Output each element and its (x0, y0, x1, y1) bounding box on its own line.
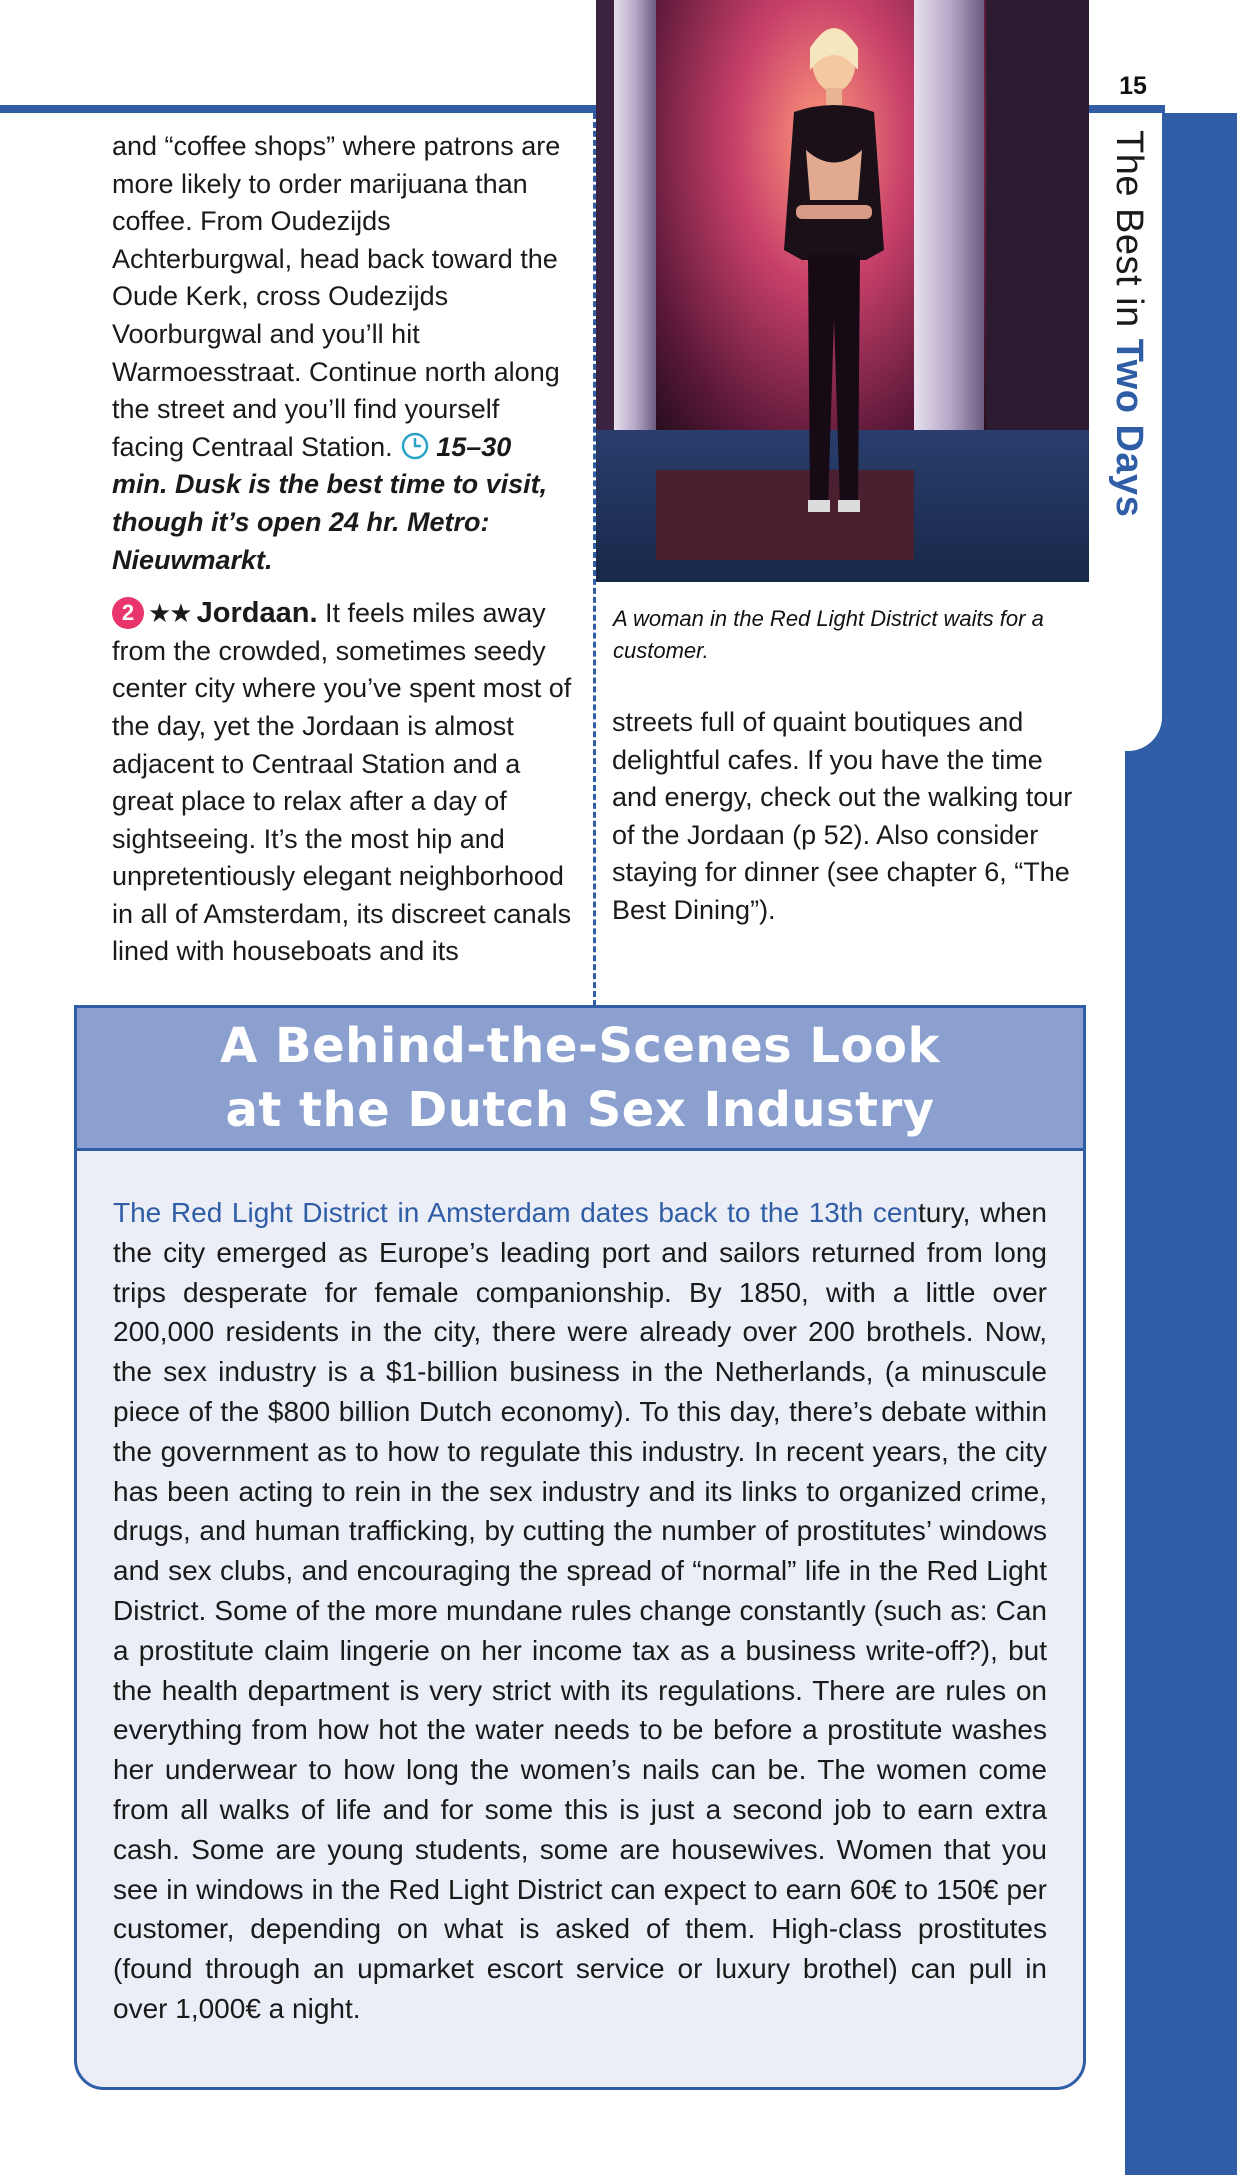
sidebar-box (74, 1005, 1086, 2090)
continuation-paragraph (112, 128, 574, 579)
running-head (1100, 130, 1160, 530)
sidebar-box-header (77, 1008, 1083, 1151)
continuation-text: and “coffee shops” where patrons are more likely to order marijuana than coffee. From Oudezijds Achterburgwal, head back toward the Oude Kerk, cross Oudezijds Voorburgwal and you’ll hit Warmoesstraat. Continue north along the street and you’ll find yourself facing Centraal Station. (112, 131, 561, 462)
running-head-prefix: The Best in (1108, 130, 1150, 339)
page-number: 15 (1119, 72, 1147, 100)
running-head-strong: Two Days (1108, 338, 1150, 518)
visit-info-text: 15–30 min. Dusk is the best time to visit, though it’s open 24 hr. Metro: Nieuwmarkt. (112, 431, 548, 575)
sidebar-box-lead: The Red Light District in Amsterdam dates back to the 13th cen (113, 1197, 919, 1228)
red-light-district-photo (596, 0, 1089, 582)
stop-paragraph (112, 595, 574, 971)
clock-icon (400, 431, 430, 461)
sidebar-box-title-line-1: A Behind-the-Scenes Look (220, 1018, 940, 1074)
left-column (112, 128, 574, 987)
right-column-text: streets full of quaint boutiques and delightful cafes. If you have the time and energy, check out the walking tour of the Jordaan (p 52). Also consider staying for dinner (see chapter 6, “The Best Dining”). (612, 707, 1073, 925)
right-column (612, 704, 1082, 930)
sidebar-box-title-line-2: at the Dutch Sex Industry (225, 1082, 935, 1138)
sidebar-box-text: tury, when the city emerged as Europe’s leading port and sailors returned from long trips desperate for female companionship. By 1850, with a little over 200,000 residents in the city, there were already over 200 brothels. Now, the sex industry is a $1-billion business in the Netherlands, (a minuscule piece of the $800 billion Dutch economy). To this day, there’s debate within the government as to how to regulate this industry. In recent years, the city has been acting to rein in the sex industry and its links to organized crime, drugs, and human trafficking, by cutting the number of prostitutes’ windows and sex clubs, and encouraging the spread of “normal” life in the Red Light District. Some of the more mundane rules change constantly (such as: Can a prostitute claim lingerie on her income tax as a business write-off?), but the health department is very strict with its regulations. There are rules on everything from how hot the water needs to be before a prostitute washes her underwear to how long the women’s nails can be. The women come from all walks of life and for some this is just a second job to earn extra cash. Some are young students, some are housewives. Women that you see in windows in the Red Light District can expect to earn 60€ to 150€ per customer, depending on what is asked of them. High-class prostitutes (found through an upmarket escort service or luxury brothel) can pull in over 1,000€ a night. (113, 1197, 1047, 2024)
stop-name: Jordaan. (196, 597, 318, 630)
stop-number-badge: 2 (112, 597, 144, 629)
stop-text: It feels miles away from the crowded, sometimes seedy center city where you’ve spent most of the day, yet the Jordaan is almost adjacent to Centraal Station and a great place to relax after a day of sightseeing. It’s the most hip and unpretentiously elegant neighborhood in all of Amsterdam, its discreet canals lined with houseboats and its (112, 598, 572, 967)
photo-caption: A woman in the Red Light District waits for a customer. (613, 606, 1044, 663)
star-rating: ★★ (148, 598, 191, 629)
sidebar-box-body (77, 1151, 1083, 2029)
